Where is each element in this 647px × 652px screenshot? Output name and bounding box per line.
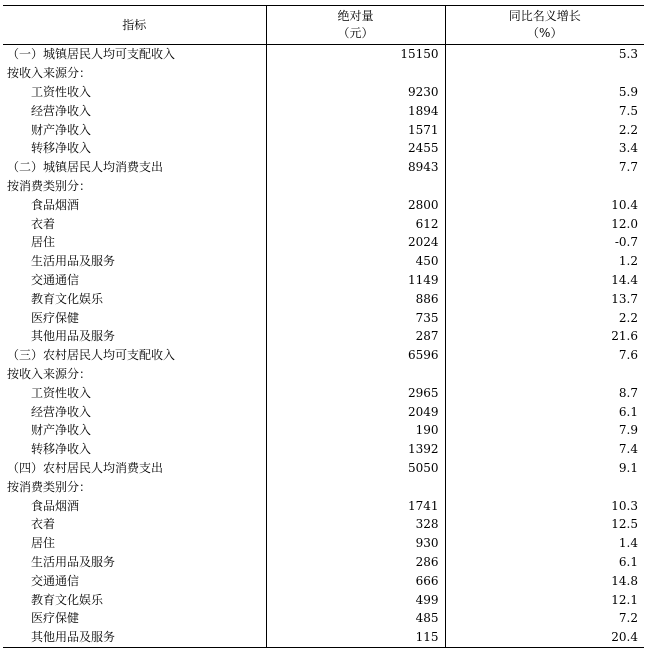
table-row	[3, 120, 644, 139]
row-growth-rate: 2.2	[445, 120, 644, 139]
table-row	[3, 158, 644, 177]
table-row	[3, 346, 644, 365]
row-absolute-amount: 2800	[266, 195, 445, 214]
row-growth-rate: 7.9	[445, 421, 644, 440]
table-row	[3, 534, 644, 553]
row-indicator-name: 居住	[31, 235, 56, 250]
row-growth-rate: 5.9	[445, 83, 644, 102]
row-growth-rate: 9.1	[445, 459, 644, 478]
table-row	[3, 553, 644, 572]
row-growth-rate: 5.3	[445, 45, 644, 64]
table-row	[3, 402, 644, 421]
table-row	[3, 64, 644, 83]
table-body	[3, 45, 644, 648]
row-absolute-amount	[266, 477, 445, 496]
row-absolute-amount: 1571	[266, 120, 445, 139]
row-indicator-name: 经营净收入	[31, 103, 92, 118]
row-indicator-name: 医疗保健	[31, 310, 80, 325]
row-growth-rate	[445, 365, 644, 384]
table-row	[3, 327, 644, 346]
row-growth-rate: 10.4	[445, 195, 644, 214]
row-indicator-name: 转移净收入	[31, 442, 92, 457]
table-row	[3, 571, 644, 590]
table-row	[3, 45, 644, 64]
row-absolute-amount: 6596	[266, 346, 445, 365]
table-row	[3, 271, 644, 290]
row-indicator-name: 交通通信	[31, 272, 80, 287]
row-absolute-amount: 115	[266, 628, 445, 647]
table-row	[3, 383, 644, 402]
table-row	[3, 421, 644, 440]
row-absolute-amount: 450	[266, 252, 445, 271]
table-row	[3, 233, 644, 252]
row-absolute-amount: 5050	[266, 459, 445, 478]
row-absolute-amount: 1894	[266, 101, 445, 120]
row-growth-rate	[445, 177, 644, 196]
row-absolute-amount: 930	[266, 534, 445, 553]
row-growth-rate: 7.7	[445, 158, 644, 177]
row-indicator-name: 生活用品及服务	[31, 554, 116, 569]
header-row	[3, 6, 644, 45]
header-growth	[445, 6, 644, 45]
row-indicator-name: 按收入来源分：	[7, 366, 92, 381]
row-absolute-amount: 15150	[266, 45, 445, 64]
row-absolute-amount: 1741	[266, 496, 445, 515]
row-absolute-amount: 666	[266, 571, 445, 590]
table-row	[3, 496, 644, 515]
row-growth-rate: 14.4	[445, 271, 644, 290]
table-row	[3, 440, 644, 459]
row-growth-rate: 2.2	[445, 308, 644, 327]
row-indicator-name: 居住	[31, 536, 56, 551]
statistics-table-container	[3, 5, 644, 648]
row-indicator-name: （二）城镇居民人均消费支出	[7, 160, 164, 175]
row-growth-rate	[445, 477, 644, 496]
row-indicator-name: 其他用品及服务	[3, 628, 266, 647]
table-row	[3, 515, 644, 534]
header-amount-unit: （元）	[337, 26, 374, 40]
table-row	[3, 609, 644, 628]
row-absolute-amount: 2455	[266, 139, 445, 158]
row-growth-rate: 7.5	[445, 101, 644, 120]
row-growth-rate: 7.2	[445, 609, 644, 628]
row-indicator-name: 衣着	[31, 216, 56, 231]
row-absolute-amount: 8943	[266, 158, 445, 177]
row-absolute-amount: 9230	[266, 83, 445, 102]
row-growth-rate: 12.0	[445, 214, 644, 233]
table-row	[3, 590, 644, 609]
table-row	[3, 101, 644, 120]
row-indicator-name: 生活用品及服务	[31, 254, 116, 269]
table-row	[3, 139, 644, 158]
table-row	[3, 289, 644, 308]
table-row	[3, 365, 644, 384]
row-indicator-name: 财产净收入	[31, 122, 92, 137]
row-absolute-amount: 328	[266, 515, 445, 534]
row-absolute-amount: 485	[266, 609, 445, 628]
row-growth-rate: 13.7	[445, 289, 644, 308]
table-row	[3, 83, 644, 102]
row-indicator-name: 教育文化娱乐	[31, 592, 104, 607]
row-absolute-amount	[266, 64, 445, 83]
row-absolute-amount: 735	[266, 308, 445, 327]
table-row	[3, 214, 644, 233]
row-indicator-name: （三）农村居民人均可支配收入	[7, 348, 176, 363]
row-growth-rate	[445, 64, 644, 83]
table-row	[3, 252, 644, 271]
row-absolute-amount: 2049	[266, 402, 445, 421]
row-growth-rate: 6.1	[445, 553, 644, 572]
row-growth-rate: 21.6	[445, 327, 644, 346]
row-growth-rate: 7.4	[445, 440, 644, 459]
header-indicator-label: 指标	[122, 17, 147, 32]
row-indicator-name: 工资性收入	[31, 84, 92, 99]
row-absolute-amount: 286	[266, 553, 445, 572]
row-absolute-amount: 1392	[266, 440, 445, 459]
row-indicator-name: 经营净收入	[31, 404, 92, 419]
row-absolute-amount: 2024	[266, 233, 445, 252]
row-indicator-name: 按消费类别分：	[7, 178, 92, 193]
table-row	[3, 459, 644, 478]
header-absolute-amount	[266, 6, 445, 45]
header-amount-label: 绝对量	[337, 9, 374, 23]
row-indicator-name: 转移净收入	[31, 141, 92, 156]
table-row	[3, 308, 644, 327]
row-indicator-name: 财产净收入	[31, 423, 92, 438]
row-absolute-amount: 287	[266, 327, 445, 346]
row-growth-rate: 12.1	[445, 590, 644, 609]
row-absolute-amount: 190	[266, 421, 445, 440]
row-growth-rate: 12.5	[445, 515, 644, 534]
row-indicator-name: 按收入来源分：	[7, 66, 92, 81]
row-absolute-amount: 612	[266, 214, 445, 233]
header-growth-label: 同比名义增长	[508, 9, 581, 23]
row-growth-rate: 14.8	[445, 571, 644, 590]
row-indicator-name: 其他用品及服务	[31, 329, 116, 344]
row-indicator-name: 工资性收入	[31, 385, 92, 400]
table-header	[3, 6, 644, 45]
row-absolute-amount: 2965	[266, 383, 445, 402]
row-growth-rate: 6.1	[445, 402, 644, 421]
row-indicator-name: 食品烟酒	[31, 197, 80, 212]
row-growth-rate: 3.4	[445, 139, 644, 158]
income-expenditure-table	[3, 5, 644, 648]
row-indicator-name: 按消费类别分：	[7, 479, 92, 494]
table-row	[3, 477, 644, 496]
row-growth-rate: 1.4	[445, 534, 644, 553]
row-growth-rate: 10.3	[445, 496, 644, 515]
row-absolute-amount: 886	[266, 289, 445, 308]
header-indicator	[3, 6, 266, 45]
row-absolute-amount: 499	[266, 590, 445, 609]
table-row	[3, 195, 644, 214]
row-indicator-name: 衣着	[31, 517, 56, 532]
row-indicator-name: 交通通信	[31, 573, 80, 588]
row-absolute-amount	[266, 365, 445, 384]
row-growth-rate: 20.4	[445, 628, 644, 647]
row-absolute-amount	[266, 177, 445, 196]
row-growth-rate: 1.2	[445, 252, 644, 271]
row-indicator-name: 医疗保健	[31, 611, 80, 626]
table-row	[3, 177, 644, 196]
table-row	[3, 628, 644, 647]
row-growth-rate: -0.7	[445, 233, 644, 252]
row-indicator-name: 食品烟酒	[31, 498, 80, 513]
row-indicator-name: （四）农村居民人均消费支出	[7, 460, 164, 475]
row-absolute-amount: 1149	[266, 271, 445, 290]
header-growth-unit: （%）	[527, 26, 563, 40]
row-growth-rate: 8.7	[445, 383, 644, 402]
row-indicator-name: （一）城镇居民人均可支配收入	[7, 47, 176, 62]
row-indicator-name: 教育文化娱乐	[31, 291, 104, 306]
row-growth-rate: 7.6	[445, 346, 644, 365]
